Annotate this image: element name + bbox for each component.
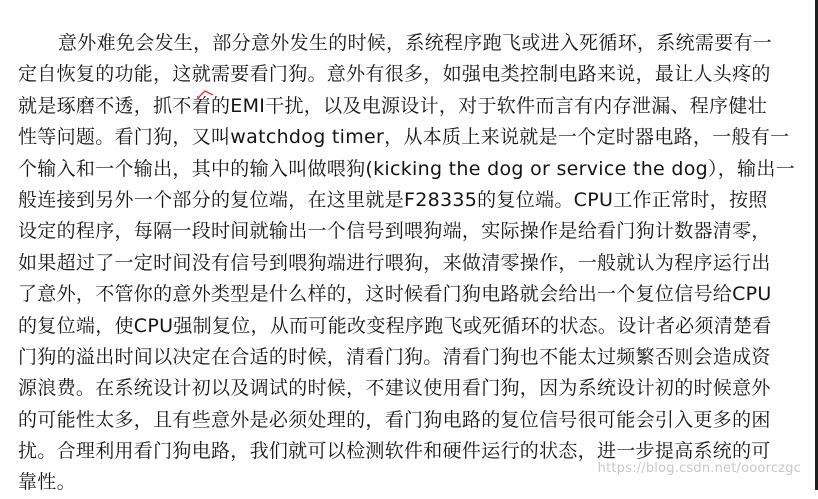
text-line-14: 扰。合理利用看门狗电路，我们就可以检测软件和硬件运行的状态，进一步提高系统的可 <box>18 440 771 463</box>
text-line-2: 定自恢复的功能，这就需要看门狗。意外有很多，如强电类控制电路来说，最让人头疼的 <box>18 63 771 86</box>
text-line-13: 的可能性太多，且有些意外是必须处理的，看门狗电路的复位信号很可能会引入更多的困 <box>18 408 771 431</box>
csdn-watermark: https://blog.csdn.net/ooorczgc <box>597 461 801 476</box>
text-line-11: 门狗的溢出时间以决定在合适的时候，清看门狗。清看门狗也不能太过频繁否则会造成资 <box>18 345 771 368</box>
text-line-9: 了意外，不管你的意外类型是什么样的，这时候看门狗电路就会给出一个复位信号给CPU <box>18 283 772 306</box>
text-line-6: 般连接到另外一个部分的复位端，在这里就是F28335的复位端。CPU工作正常时，按照 <box>18 188 768 211</box>
text-line-3: 就是琢磨不透，抓不着的EMI干扰，以及电源设计，对于软件而言有内存泄漏、程序健壮 <box>18 94 768 117</box>
text-line-15: 靠性。 <box>18 471 76 494</box>
pen-stroke-mark <box>196 90 214 100</box>
text-line-7: 设定的程序，每隔一段时间就输出一个信号到喂狗端，实际操作是给看门狗计数器清零， <box>18 220 771 243</box>
text-line-5: 个输入和一个输出，其中的输入叫做喂狗(kicking the dog or service the dog），输出一 <box>18 157 796 180</box>
text-line-1: 意外难免会发生，部分意外发生的时候，系统程序跑飞或进入死循环，系统需要有一 <box>58 32 773 54</box>
text-line-8: 如果超过了一定时间没有信号到喂狗端进行喂狗，来做清零操作，一般就认为程序运行出 <box>18 251 771 274</box>
text-line-4: 性等问题。看门狗，又叫watchdog timer，从本质上来说就是一个定时器电路，一般有一 <box>18 126 790 149</box>
text-line-12: 源浪费。在系统设计初以及调试的时候，不建议使用看门狗，因为系统设计初的时候意外 <box>18 377 771 400</box>
watchdog-paragraph <box>18 28 794 499</box>
text-line-10: 的复位端，使CPU强制复位，从而可能改变程序跑飞或死循环的状态。设计者必须清楚看 <box>18 314 772 337</box>
